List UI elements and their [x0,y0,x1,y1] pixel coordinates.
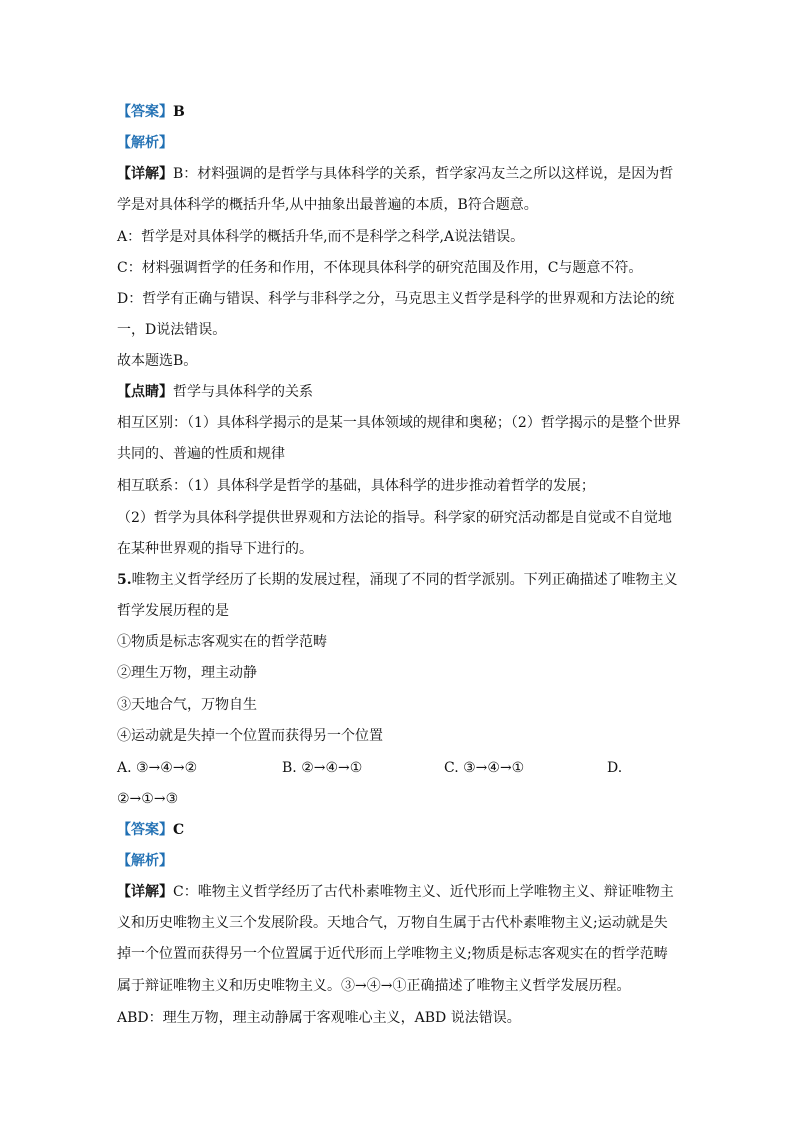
q4-point-line-1: 相互区别：（1）具体科学揭示的是某一具体领域的规律和奥秘；（2）哲学揭示的是整个世界 [117,415,681,431]
q4-detail-line-2: 学是对具体科学的概括升华,从中抽象出最普遍的本质，B符合题意。 [117,197,538,213]
answer-value: C [173,822,185,838]
q4-detail-line-1 [117,165,677,183]
option-d-wrap: ②→①→③ [117,791,179,807]
analysis-tag: 【解析】 [117,853,173,869]
question-number: 5. [117,572,132,588]
q4-point-line-4: （2）哲学为具体科学提供世界观和方法论的指导。科学家的研究活动都是自觉或不自觉地 [117,510,672,526]
q5-stem-line-2: 哲学发展历程的是 [117,603,229,619]
option-d: D. [607,760,623,776]
answer-value: B [173,104,185,120]
detail-tag: 【详解】 [117,166,173,182]
answer-tag: 【答案】 [117,104,173,120]
detail-tag: 【详解】 [117,884,173,900]
q4-explain-line-c: C：材料强调哲学的任务和作用，不体现具体科学的研究范围及作用，C与题意不符。 [117,260,643,276]
option-b: B. ②→④→① [282,760,363,776]
q5-detail-line-4: 属于辩证唯物主义和历史唯物主义。③→④→①正确描述了唯物主义哲学发展历程。 [117,978,631,994]
q5-detail-line-2: 义和历史唯物主义三个发展阶段。天地合气，万物自生属于古代朴素唯物主义;运动就是失 [117,915,668,931]
detail-text: B：材料强调的是哲学与具体科学的关系，哲学家冯友兰之所以这样说，是因为哲 [173,166,674,182]
point-tag: 【点睛】 [117,384,173,400]
q4-answer-line [117,103,677,121]
q4-analysis-tag-line [117,134,677,152]
q5-detail-line-1 [117,883,677,901]
q5-item-2: ②理生万物，理主动静 [117,665,257,681]
q4-explain-line-d2: 一，D说法错误。 [117,322,227,338]
q5-item-1: ①物质是标志客观实在的哲学范畴 [117,634,327,650]
q4-point-line-2: 共同的、普遍的性质和规律 [117,446,285,462]
q5-options-row [117,759,677,777]
answer-tag: 【答案】 [117,822,173,838]
detail-text: C：唯物主义哲学经历了古代朴素唯物主义、近代形而上学唯物主义、辩证唯物主 [173,884,674,900]
q5-item-4: ④运动就是失掉一个位置而获得另一个位置 [117,728,383,744]
q4-point-line [117,383,677,401]
q4-conclusion-line: 故本题选B。 [117,353,198,369]
option-c: C. ③→④→① [444,760,525,776]
stem-text: 唯物主义哲学经历了长期的发展过程，涌现了不同的哲学派别。下列正确描述了唯物主义 [131,572,678,588]
point-title: 哲学与具体科学的关系 [173,384,313,400]
q4-explain-line-d1: D：哲学有正确与错误、科学与非科学之分，马克思主义哲学是科学的世界观和方法论的统 [117,291,675,307]
q5-final-line: ABD：理生万物，理主动静属于客观唯心主义，ABD 说法错误。 [117,1010,521,1026]
option-a: A. ③→④→② [117,760,198,776]
q4-point-line-5: 在某种世界观的指导下进行的。 [117,541,313,557]
q5-detail-line-3: 掉一个位置而获得另一个位置属于近代形而上学唯物主义;物质是标志客观实在的哲学范畴 [117,946,668,962]
q5-analysis-tag-line [117,852,677,870]
q5-item-3: ③天地合气，万物自生 [117,697,257,713]
q4-point-line-3: 相互联系：（1）具体科学是哲学的基础，具体科学的进步推动着哲学的发展； [117,478,595,494]
q4-explain-line-a: A：哲学是对具体科学的概括升华,而不是科学之科学,A说法错误。 [117,229,525,245]
q5-answer-line [117,821,677,839]
analysis-tag: 【解析】 [117,135,173,151]
q5-stem-line-1 [117,571,677,589]
